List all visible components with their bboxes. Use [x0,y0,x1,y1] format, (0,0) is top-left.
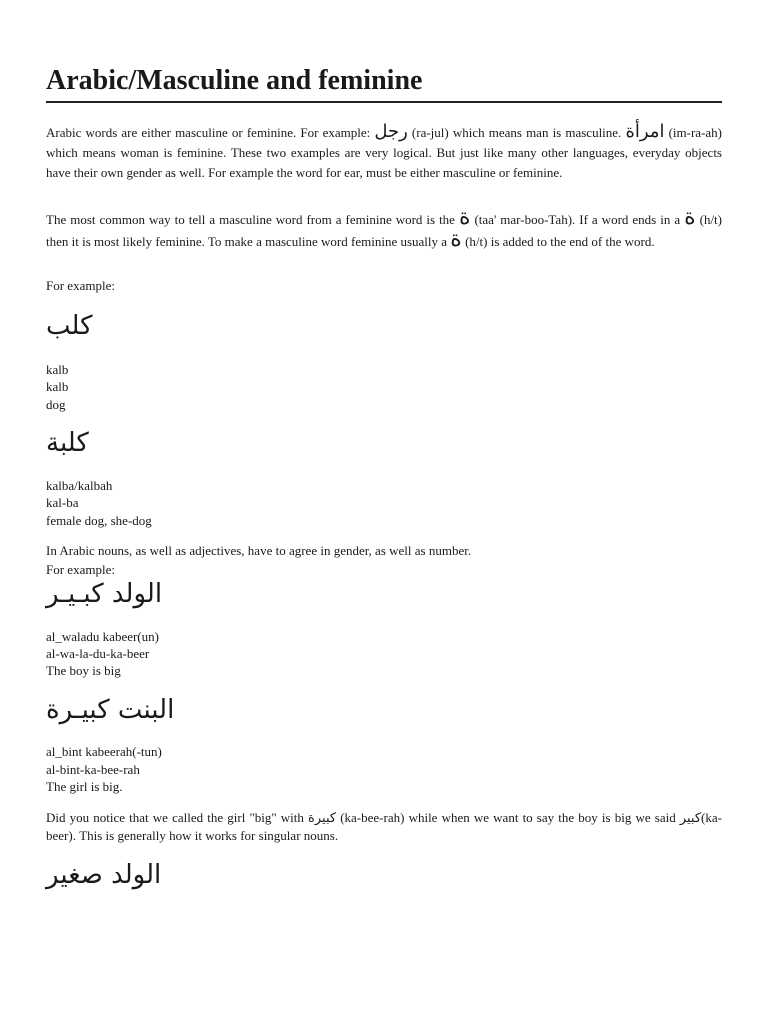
notice-text-1: Did you notice that we called the girl "big" with [46,810,309,825]
arabic-letter-taa-3: ة [450,227,462,252]
taa-text-2: (taa' mar-boo-Tah). If a word ends in a [470,212,685,227]
notice-paragraph [46,809,722,844]
page-title: Arabic/Masculine and feminine [46,63,722,103]
arabic-word-rajul: رجل [374,121,408,142]
example-arabic-girl-is-big: البنت كبيـرة [46,695,175,725]
taa-marbootah-paragraph [46,205,722,252]
example-meaning: dog [46,397,66,412]
example-arabic-kalba: كلبة [46,428,89,458]
intro-text-3: (im-ra-ah) which means woman is feminine. These two examples are very logical. But just like many other languages, everyday objects have their own gender as well. For example the word for ear, must be either masculine or feminine. [46,125,722,180]
taa-text-3: (h/t) then it is most likely feminine. To make a masculine word feminine usually a [46,212,722,249]
example-meaning: female dog, she-dog [46,513,152,528]
example-transliteration: al_waladu kabeer(un) [46,629,159,644]
for-example-label-1: For example: [46,278,115,293]
for-example-label-2: For example: [46,562,115,577]
arabic-letter-taa-2: ة [684,205,696,230]
example-arabic-kalb: كلب [46,311,93,341]
arabic-word-kabeera: كبيرة [308,811,337,826]
example-pronunciation: al-bint-ka-bee-rah [46,762,140,777]
arabic-word-imraah: امرأة [625,121,665,142]
taa-text-4: (h/t) is added to the end of the word. [461,234,655,249]
taa-text-1: The most common way to tell a masculine word from a feminine word is the [46,212,459,227]
arabic-letter-taa-1: ة [458,205,471,230]
notice-text-2: (ka-bee-rah) while when we want to say the boy is big we said [336,810,680,825]
example-meaning: The girl is big. [46,779,123,794]
example-pronunciation: kal-ba [46,495,79,510]
example-transliteration: al_bint kabeerah(-tun) [46,744,162,759]
example-transliteration: kalb [46,362,69,377]
example-meaning: The boy is big [46,663,121,678]
intro-paragraph [46,122,722,183]
example-pronunciation: kalb [46,379,69,394]
intro-text-1: Arabic words are either masculine or feminine. For example: [46,125,375,140]
example-arabic-boy-is-big: الولد كبـيـر [46,579,163,609]
agreement-paragraph: In Arabic nouns, as well as adjectives, have to agree in gender, as well as number. [46,543,472,558]
intro-text-2: (ra-jul) which means man is masculine. [407,125,626,140]
example-transliteration: kalba/kalbah [46,478,113,493]
notice-text-3: (ka-beer). This is generally how it works for singular nouns. [46,810,722,843]
example-arabic-boy-is-small: الولد صغير [46,860,162,890]
example-pronunciation: al-wa-la-du-ka-beer [46,646,150,661]
arabic-word-kabeer: كبير [679,811,702,826]
